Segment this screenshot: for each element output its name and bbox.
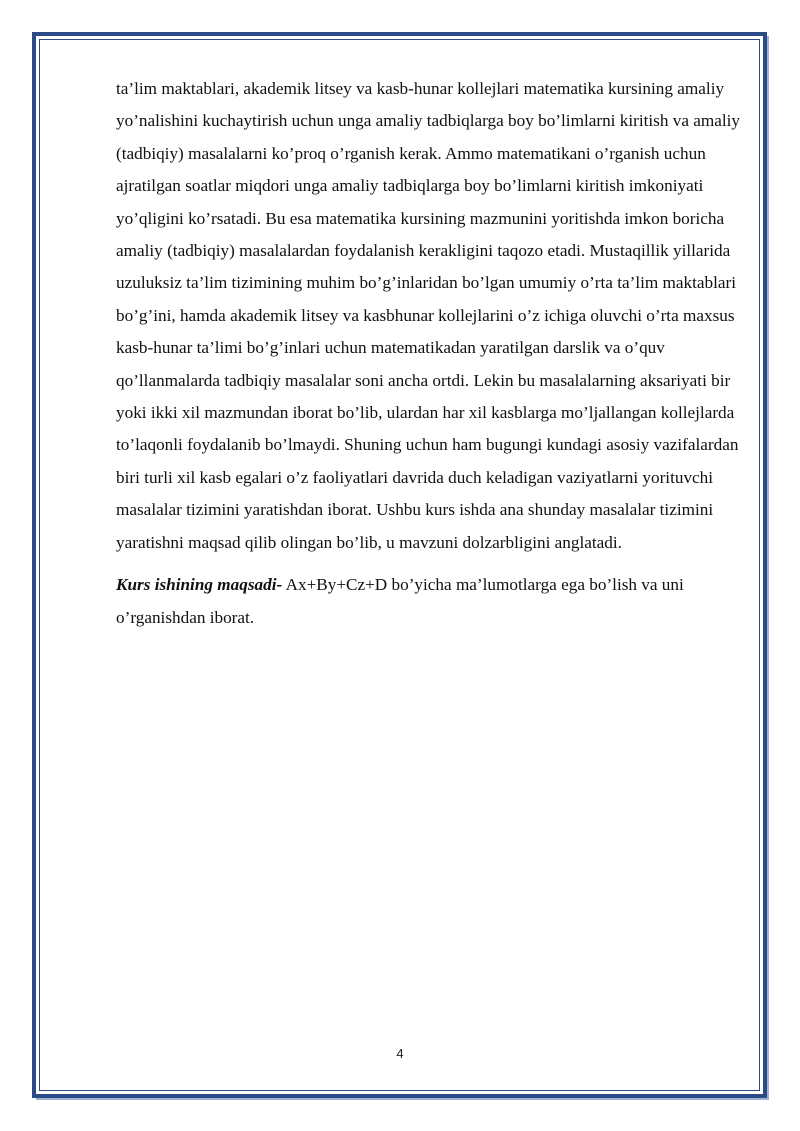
goal-heading: Kurs ishining maqsadi- <box>116 575 283 595</box>
goal-text: Ax+By+Cz+D bo’yicha ma’lumotlarga ega bo’lish va uni o’rganishdan iborat. <box>116 575 684 627</box>
body-text <box>116 73 748 634</box>
goal-paragraph <box>116 569 748 634</box>
page-number: 4 <box>396 1046 404 1061</box>
paragraph: ta’lim maktablari, akademik litsey va kasb-hunar kollejlari matematika kursining amaliy yo’nalishini kuchaytirish uchun unga amaliy tadbiqlarga boy bo’limlarni kiritish va amaliy (tadbiqiy) masalalarni ko’proq o’rganish kerak. Ammo matematikani o’rganish uchun ajratilgan soatlar miqdori unga amaliy tadbiqlarga boy bo’limlarni kiritish imkoniyati yo’qligini ko’rsatadi. Bu esa matematika kursining mazmunini yoritishda imkon boricha amaliy (tadbiqiy) masalalardan foydalanish kerakligini taqozo etadi. Mustaqillik yillarida uzuluksiz ta’lim tizimining muhim bo’g’inlaridan bo’lgan umumiy o’rta ta’lim maktablari bo’g’ini, hamda akademik litsey va kasbhunar kollejlarini o’z ichiga oluvchi o’rta maxsus kasb-hunar ta’limi bo’g’inlari uchun matematikadan yaratilgan darslik va o’quv qo’llanmalarda tadbiqiy masalalar soni ancha ortdi. Lekin bu masalalarning aksariyati bir yoki ikki xil mazmundan iborat bo’lib, ulardan har xil kasblarga mo’ljallangan kollejlarda to’laqonli foydalanib bo’lmaydi. Shuning uchun ham bugungi kundagi asosiy vazifalardan biri turli xil kasb egalari o’z faoliyatlari davrida duch keladigan vaziyatlarni yorituvchi masalalar tizimini yaratishdan iborat. Ushbu kurs ishda ana shunday masalalar tizimini yaratishni maqsad qilib olingan bo’lib, u mavzuni dolzarbligini anglatadi. <box>116 79 741 552</box>
